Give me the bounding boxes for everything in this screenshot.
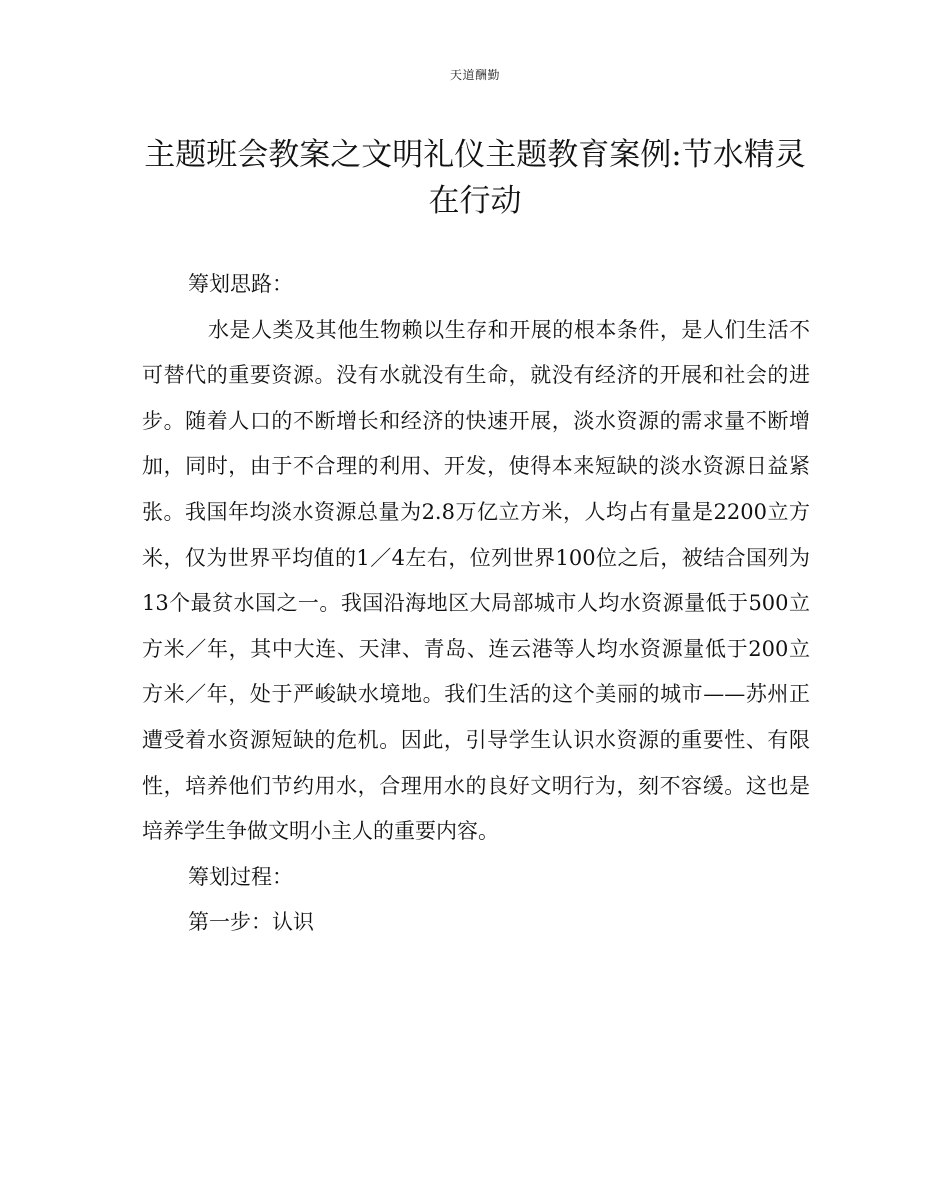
section-heading-step-one: 第一步：认识 <box>188 910 314 935</box>
section-heading-planning-idea: 筹划思路： <box>188 272 293 296</box>
page-header: 天道酬勤 <box>449 68 500 82</box>
body-paragraph: 水是人类及其他生物赖以生存和开展的根本条件，是人们生活不可替代的重要资源。没有水就没有生命，就没有经济的开展和社会的进步。随着人口的不断增长和经济的快速开展，淡水资源的需求量不断增加，同时，由于不合理的利用、开发，使得本来短缺的淡水资源日益紧张。我国年均淡水资源总量为2.8万亿立方米，人均占有量是2200立方米，仅为世界平均值的1／4左右，位列世界100位之后，被结合国列为13个最贫水国之一。我国沿海地区大局部城市人均水资源量低于500立方米／年，其中大连、天津、青岛、连云港等人均水资源量低于200立方米／年，处于严峻缺水境地。我们生活的这个美丽的城市——苏州正遭受着水资源短缺的危机。因此，引导学生认识水资源的重要性、有限性，培养他们节约用水，合理用水的良好文明行为，刻不容缓。这也是培养学生争做文明小主人的重要内容。 <box>142 317 810 844</box>
section-heading-planning-process: 筹划过程： <box>188 864 293 889</box>
document-title: 主题班会教案之文明礼仪主题教育案例:节水精灵在行动 <box>144 137 806 219</box>
document-body <box>142 262 810 946</box>
